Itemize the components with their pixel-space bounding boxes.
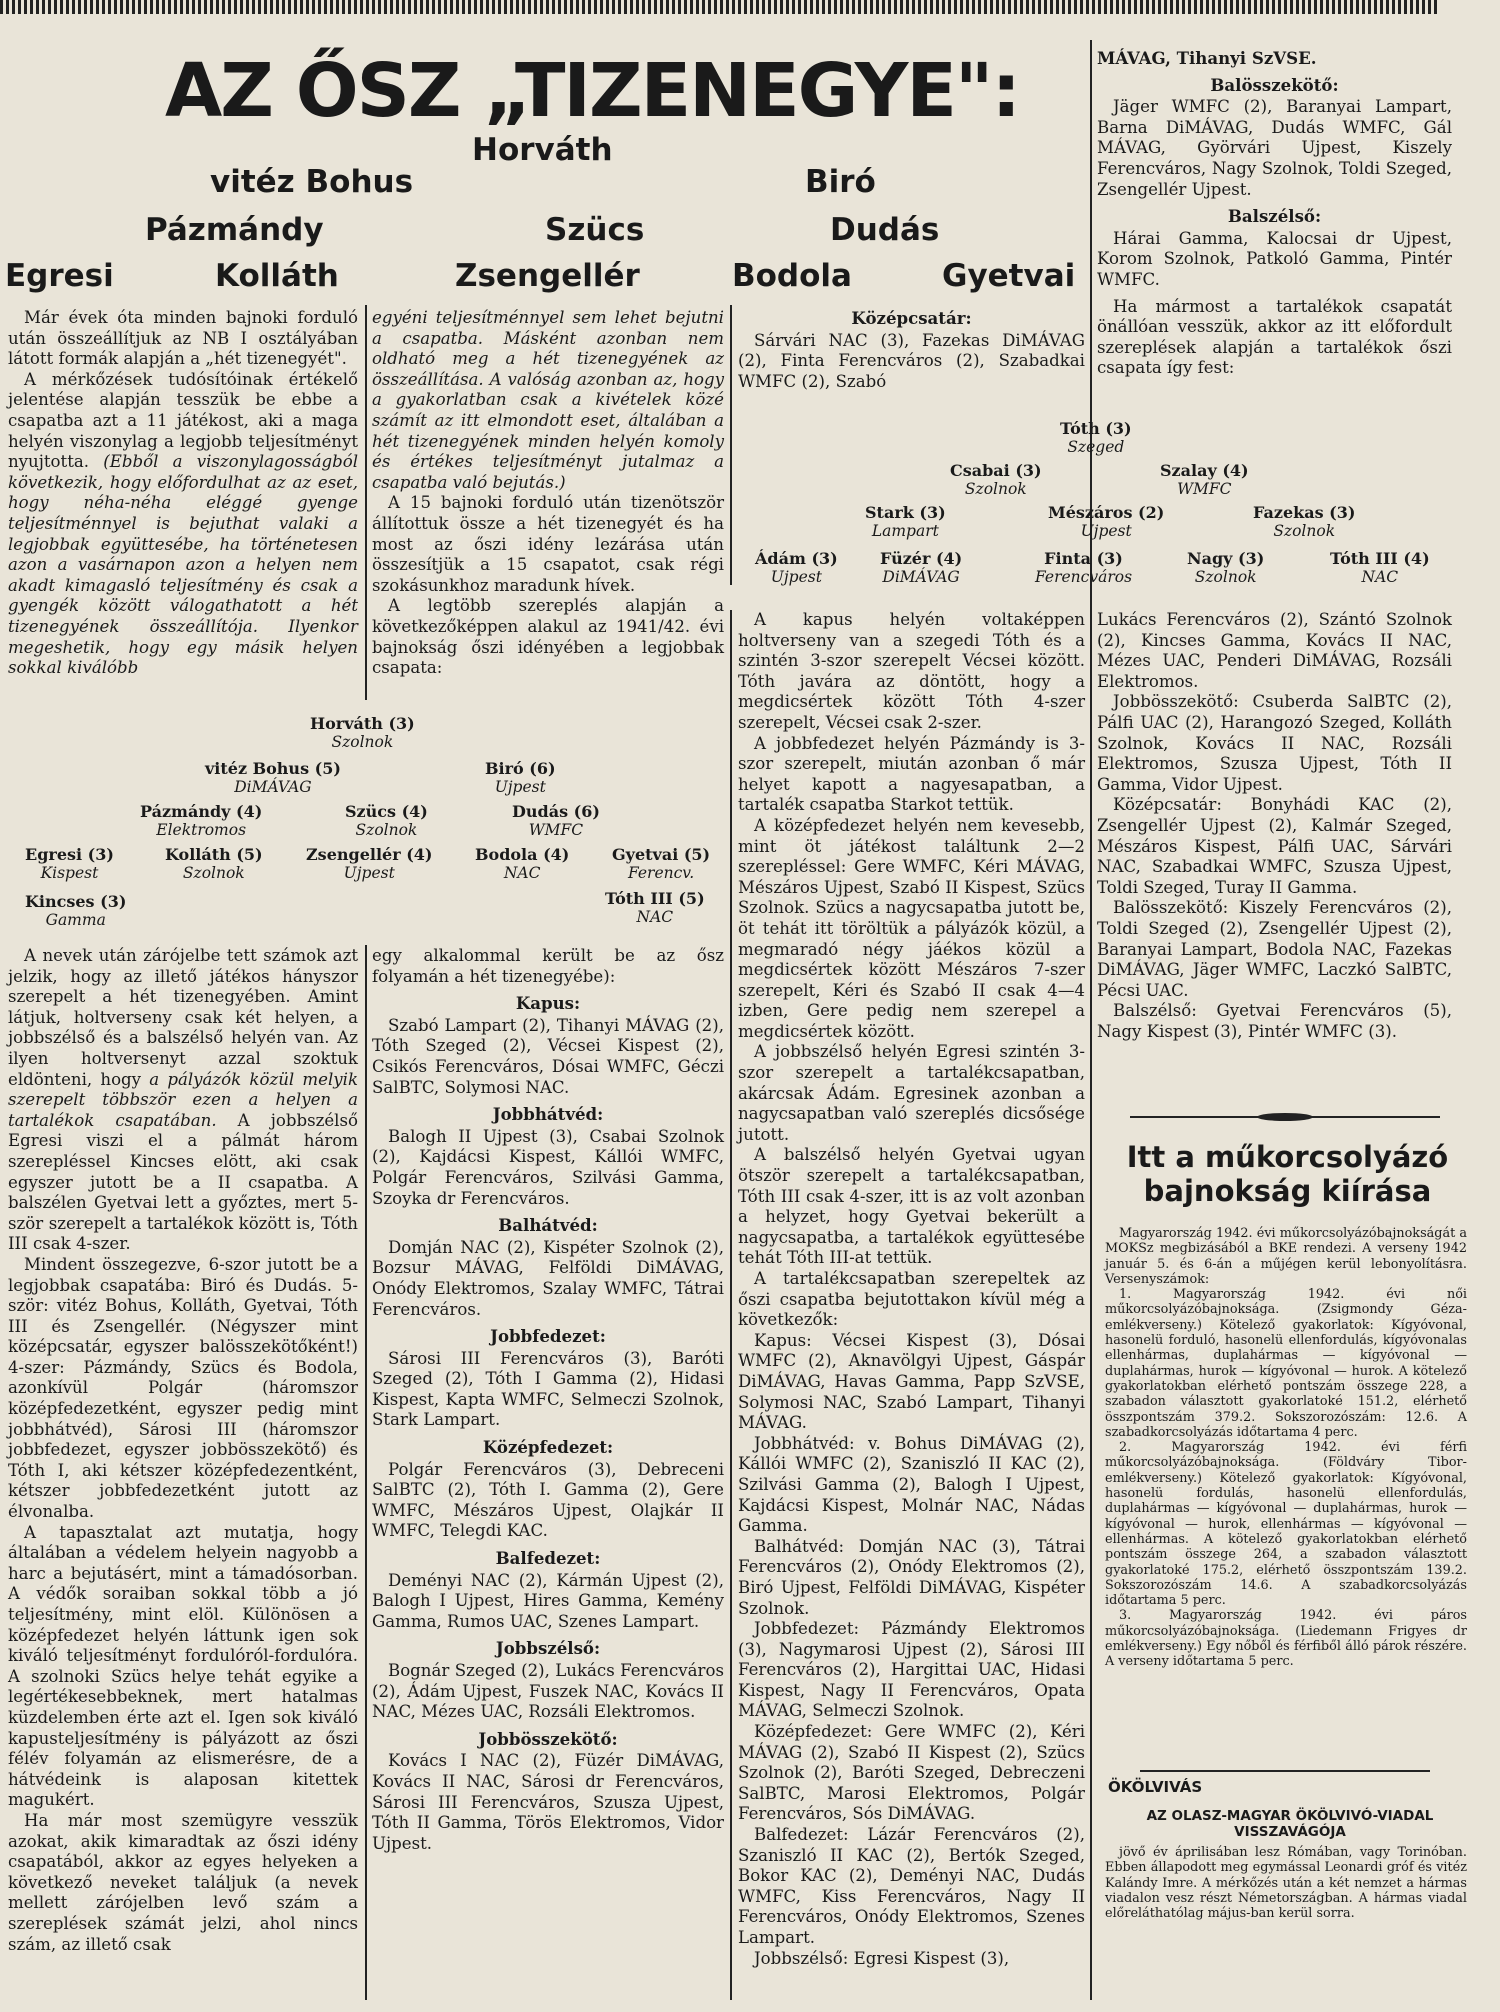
section-heading: Középcsatár: [851,308,972,328]
player-club: Ferencv. [627,864,695,882]
player-club: WMFC [1177,480,1232,498]
player [475,846,569,882]
player [485,760,556,796]
player [1253,504,1355,540]
paragraph: A kapus helyén voltaképpen holtverseny van a szegedi Tóth és a szintén 3-szor szerepelt Vécsei között. Tóth javára az döntött, hogy a megdicsértek között Tóth 4-szer szerepelt, Vécsei csak 2-szer. [738,610,1085,732]
column-rule [730,305,732,585]
lineup-name: Bodola [732,258,852,294]
player-name: Stark (3) [865,503,946,522]
paragraph: A balszélső helyén Gyetvai ugyan ötször szerepelt a tartalékcsapatban, Tóth III csak 4-szer, itt is az volt azonban a helyzet, hogy Gyetvai bekerült a nagycsapatba, a tartalékok együttesébe tehát Tóth III-at tettük. [738,1145,1085,1268]
lineup-name: Kolláth [215,258,339,294]
paragraph: Lukács Ferencváros (2), Szántó Szolnok (2), Kincses Gamma, Kovács II NAC, Mézes UAC, Penderi DiMÁVAG, Rozsáli Elektromos. [1097,610,1452,691]
paragraph: Középcsatár: Bonyhádi KAC (2), Zsengellér Ujpest (2), Kalmár Szeged, Mészáros Kispest, Pálfi UAC, Sárvári NAC, Szabadkai WMFC, Szusza Ujpest, Toldi Szeged, Turay II Gamma. [1097,795,1452,897]
paragraph: Középfedezet: Gere WMFC (2), Kéri MÁVAG (2), Szabó II Kispest (2), Szücs Szolnok (2), Baróti Szeged, Debreczeni SalBTC, Marosi Elektromos, Polgár Ferencváros, Sós DiMÁVAG. [738,1722,1085,1824]
paragraph: A jobbfedezet helyén Pázmándy is 3-szor szerepelt, miután azonban ő már helyet kapott a nagyesapatban, a tartalék csapatba Starkot tettük. [738,733,1085,815]
player-club: Elektromos [156,821,247,839]
lineup-name: Biró [805,164,876,200]
top-border [0,0,1440,14]
player [310,715,415,751]
lineup-name: Egresi [5,258,114,294]
player [1160,462,1249,498]
player-name: Gyetvai (5) [612,845,711,864]
paragraph: Balszélső: Gyetvai Ferencváros (5), Nagy Kispest (3), Pintér WMFC (3). [1097,1001,1452,1041]
paragraph: Jobbszélső: Egresi Kispest (3), [754,1948,1010,1968]
paragraph: Kapus: Vécsei Kispest (3), Dósai WMFC (2), Aknavölgyi Ujpest, Gáspár DiMÁVAG, Havas Gamma, Papp SzVSE, Solymosi NAC, Szabó Lampart, Tihanyi MÁVAG. [738,1330,1085,1433]
paragraph: Jobbfedezet: Pázmándy Elektromos (3), Nagymarosi Ujpest (2), Sárosi III Ferencváros (2), Hargittai UAC, Hidasi Kispest, Nagy II Ferencváros, Opata MÁVAG, Selmeczi Szolnok. [738,1619,1085,1721]
paragraph: Már évek óta minden bajnoki forduló után összeállítjuk az NB I osztályában látott formák alapján a „hét tizenegyét". [8,308,358,369]
paragraph: Magyarország 1942. évi műkorcsolyázóbajnokságát a MOKSz megbizásából a BKE rendezi. A verseny 1942 január 5. és 6-án a műjégen kerül lebonyolításra. Versenyszámok: [1105,1226,1467,1287]
player-club: Ferencváros [1035,568,1133,586]
article-column-4 [1097,610,1452,1042]
skating-article [1105,1226,1467,1670]
section-heading: Balhátvéd: [498,1215,598,1236]
paragraph: Szabó Lampart (2), Tihanyi MÁVAG (2), Tóth Szeged (2), Vécsei Kispest (2), Csikós Ferencváros, Dósai WMFC, Géczi SalBTC, Solymosi NAC. [372,1015,724,1097]
player [605,890,705,926]
player [950,462,1042,498]
text: A mérkőzések tudósítóinak értékelő jelentése alapján tesszük be ebbe a csapatba azt a 11 játékost, aki a maga helyén viszonylag a legjobb teljesítményt nyujtotta. [8,369,358,472]
player [165,846,263,882]
player-club: Ujpest [1080,522,1132,540]
paragraph: Polgár Ferencváros (3), Debreceni SalBTC (2), Tóth I. Gamma (2), Gere WMFC, Mészáros Ujpest, Olajkár II WMFC, Telegdi KAC. [372,1459,724,1541]
lineup-name: Szücs [545,212,645,248]
section-heading: Kapus: [515,993,581,1014]
player-name: Biró (6) [485,759,556,778]
paragraph: Sárvári NAC (3), Fazekas DiMÁVAG (2), Finta Ferencváros (2), Szabadkai WMFC (2), Szabó [738,330,1085,391]
paragraph: Balhátvéd: Domján NAC (3), Tátrai Ferencváros (2), Onódy Elektromos (2), Biró Ujpest, Felföldi DiMÁVAG, Kispéter Szolnok. [738,1536,1085,1618]
article-column-4-top [1097,48,1452,379]
section-heading: Jobbhátvéd: [492,1104,604,1125]
player-club: WMFC [528,821,584,839]
player-name: Horváth (3) [310,714,415,733]
player-name: Bodola (4) [475,845,570,864]
player-club: NAC [503,864,541,882]
paragraph: Ha már most szemügyre vesszük azokat, akik kimaradtak az őszi idény csapatából, akkor az egyes helyeken a következő neveket találjuk (a nevek mellett zárójelben levő szám a szereplések számát jelzi, ahol nincs szám, az illető csak [8,1810,358,1954]
paragraph: A tapasztalat azt mutatja, hogy általában a védelem helyein nagyobb a harc a bejutásért, mint a támadósorban. A védők soraiban sokkal több a jó teljesítmény, mint elöl. Különösen a középfedezet helyén láttunk igen sok kiváló teljesítményt fordulóról-fordulóra. A szolnoki Szücs helye tehát egyike a legértékesebbeknek, mert hatalmas küzdelemben érte azt el. Igen sok kiváló kapusteljesítmény is pályázott az őszi félév folyamán az elismerésre, de a hátvédeink is alaposan kitettek magukért. [8,1522,358,1810]
skating-headline: Itt a műkorcsolyázó bajnokság kiírása [1126,1140,1449,1208]
player [306,846,432,882]
player-club: NAC [636,908,674,926]
player [512,803,600,839]
paragraph: 2. Magyarország 1942. évi férfi műkorcsolyázóbajnoksága. (Földváry Tibor-emlékverseny.) Kötelező gyakorlatok: Kígyóvonal, hasonelü fordulás, hasonelü ellenfordulás, duplahármas — kígyóvonal — duplahármas, hurok — kígyóvonal — hurok, ellenhármas — kígyóvonal — ellenhármas. A kötelező gyakorlatokban elérhető pontszám összege 264, a szabadon választott gyakorlatoké 175.2, elérhető összpontszám 139.2. Sokszorozószám 14.6. A szabadkorcsolyázás időtartama 5 perc. [1105,1440,1467,1609]
text: A nevek után zárójelbe tett számok azt jelzik, hogy az illető játékos hányszor szerepelt a hét tizenegyében. Amint látjuk, holtverseny csak két helyen, a jobbszélső és a balszélső helyén van. Az ilyen holtversenyt azzal szoktuk eldönteni, hogy [8,946,358,1089]
paragraph: Bognár Szeged (2), Lukács Ferencváros (2), Ádám Ujpest, Fuszek NAC, Kovács II NAC, Mézes UAC, Rozsáli Elektromos. [372,1661,724,1722]
ornament-divider [1130,1113,1440,1121]
player-club: DiMÁVAG [234,778,312,796]
boxing-heading: ÖKÖLVIVÁS [1108,1778,1203,1796]
player-name: Finta (3) [1044,549,1123,568]
player-club: Lampart [871,522,939,540]
column-rule [365,945,367,2000]
player-club: Szolnok [1273,522,1336,540]
player-name: Egresi (3) [25,845,114,864]
column-rule [1090,40,1092,2000]
best-team-formation [0,715,730,935]
lineup-name: Pázmándy [145,212,324,248]
italic-text: a pályázók közül melyik szerepelt többször ezen a helyen a tartalékok csapatában. [8,1069,358,1130]
italic-text: (Ebből a viszonylagosságból következik, hogy előfordulhat az az eset, hogy néha-néha eléggé gyenge teljesítménnyel is bejuthat valaki a legjobbak együttesébe, ha történetesen azon a vasárnapon azon a helyen nem akadt kimagasló teljesítmény és csak a gyengék között válogathatott a hét tizenegyének összeállítója. Ilyenkor megeshetik, hogy egy másik helyen sokkal kiválóbb [8,452,358,678]
player-name: Tóth III (5) [605,889,705,908]
paragraph: 3. Magyarország 1942. évi páros műkorcsolyázóbajnoksága. (Liedemann Frigyes dr emlékverseny.) Egy nőből és férfiből álló párok részére. A verseny időtartama 5 perc. [1105,1608,1467,1670]
paragraph: A jobbszélső helyén Egresi szintén 3-szor szerepelt a tartalékcsapatban, akárcsak Ádám. Egresinek azonban a nagycsapatban való szereplés dicsősége jutott. [738,1042,1085,1144]
player-club: Kispest [40,864,99,882]
player-club: Szolnok [182,864,245,882]
paragraph: Balfedezet: Lázár Ferencváros (2), Szaniszló II KAC (2), Bertók Szeged, Bokor KAC (2), Deményi NAC, Dudás WMFC, Kiss Ferencváros, Nagy II Ferencváros, Onódy Elektromos, Szenes Lampart. [738,1825,1085,1947]
boxing-subheading: AZ OLASZ-MAGYAR ÖKÖLVIVÓ-VIADAL VISSZAVÁGÓJA [1146,1808,1434,1840]
paragraph: egy alkalommal került be az ősz folyamán a hét tizenegyébe): [372,946,724,986]
player-name: Kincses (3) [25,892,127,911]
paragraph: Jobbhátvéd: v. Bohus DiMÁVAG (2), Kállói WMFC (2), Szaniszló II KAC (2), Szilvási Gamma (2), Balogh I Ujpest, Kajdácsi Kispest, Molnár NAC, Nádas Gamma. [738,1433,1085,1536]
reserve-team-formation [740,420,1460,600]
paragraph: MÁVAG, Tihanyi SzVSE. [1097,48,1317,68]
paragraph: Jäger WMFC (2), Baranyai Lampart, Barna DiMÁVAG, Dudás WMFC, Gál MÁVAG, Györvári Ujpest, Kiszely Ferencváros, Nagy Szolnok, Toldi Szeged, Zsengellér Ujpest. [1097,97,1452,199]
lineup-name: Horváth [472,132,613,168]
paragraph: Deményi NAC (2), Kármán Ujpest (2), Balogh I Ujpest, Hires Gamma, Kemény Gamma, Rumos UAC, Szenes Lampart. [372,1570,724,1631]
player-club: Szeged [1067,438,1125,456]
player [1187,550,1264,586]
section-heading: Jobbösszekötő: [478,1728,618,1749]
article-column-3 [738,610,1085,1969]
player [1060,420,1132,456]
article-column-1-continued [8,946,358,1955]
paragraph: Balösszekötő: Kiszely Ferencváros (2), Toldi Szeged (2), Zsengellér Ujpest (2), Baranyai Lampart, Bodola NAC, Fazekas DiMÁVAG, Jäger WMFC, Laczkó SalBTC, Pécsi UAC. [1097,898,1452,1000]
player-club: NAC [1361,568,1399,586]
player-club: Szolnok [355,821,418,839]
player-name: Dudás (6) [512,802,600,821]
player-name: vitéz Bohus (5) [205,759,341,778]
player-name: Pázmándy (4) [140,802,263,821]
paragraph: Hárai Gamma, Kalocsai dr Ujpest, Korom Szolnok, Patkoló Gamma, Pintér WMFC. [1097,228,1452,289]
column-rule [730,610,732,2000]
player-name: Nagy (3) [1187,549,1265,568]
section-heading: Jobbfedezet: [490,1326,606,1347]
player [755,550,838,586]
section-heading: Balszélső: [1227,206,1322,227]
text: A jobbszélső Egresi viszi el a pálmát három szerepléssel Kincses elött, aki csak egyszer jutott be a II csapatba. A balszélen Gyetvai lett a győztes, mert 5-ször szerepelt a tartalékok között is, Tóth III csak 4-szer. [8,1110,358,1254]
paragraph: A 15 bajnoki forduló után tizenötször állítottuk össze a hét tizenegyét és ha most az őszi idény lezárása után összesítjük a 15 csapatot, csak régi szokásunkhoz maradunk hívek. [372,493,724,595]
player-name: Ádám (3) [755,549,838,568]
paragraph: A tartalékcsapatban szerepeltek az őszi csapatba bejutottakon kívül még a következők: [738,1269,1085,1330]
player [25,893,126,929]
player [25,846,114,882]
paragraph: egyéni teljesítménnyel sem lehet bejutni a csapatba. Másként azonban nem oldható meg a hét tizenegyének az összeállítása. A valóság azonban az, hogy a gyakorlatban csak a kivételek közé számít az itt elmondott eset, általában a hét tizenegyének minden helyén komoly és értékes teljesítményt jutalmaz a csapatba való bejutás.) [372,308,724,492]
player [880,550,962,586]
player-name: Szücs (4) [345,802,428,821]
boxing-article [1105,1845,1467,1921]
section-divider [1140,1770,1430,1772]
player [140,803,262,839]
paragraph: Ha mármost a tartalékok csapatát önállóan vesszük, akkor az itt előfordult szereplések alapján a tartalékok őszi csapata így fest: [1097,296,1452,378]
player-name: Füzér (4) [880,549,963,568]
player-club: Ujpest [770,568,822,586]
page-headline: AZ ŐSZ „TIZENEGYE": [165,48,1020,134]
player [345,803,428,839]
section-heading: Balfedezet: [495,1548,601,1569]
player-name: Zsengellér (4) [306,845,433,864]
paragraph: Kovács I NAC (2), Füzér DiMÁVAG, Kovács II NAC, Sárosi dr Ferencváros, Sárosi III Ferencváros, Szusza Ujpest, Tóth II Gamma, Törös Elektromos, Vidor Ujpest. [372,1751,724,1853]
paragraph: A legtöbb szereplés alapján a következőképpen alakul az 1941/42. évi bajnokság őszi idényében a legjobbak csapata: [372,596,724,678]
section-heading: Balösszekötő: [1210,74,1339,95]
paragraph: jövő év áprilisában lesz Rómában, vagy Torinóban. Ebben állapodott meg egymással Leonardi gróf és vitéz Kalándy Imre. A mérkőzés után a két nemzet a hármas viadalon vesz részt Németországban. A hármas viadal előreláthatólag május-ban kerül sorra. [1105,1845,1467,1922]
paragraph: A középfedezet helyén nem kevesebb, mint öt játékost találtunk 2—2 szerepléssel: Gere WMFC, Kéri MÁVAG, Mészáros Ujpest, Szabó II Kispest, Szücs Szolnok. Szücs a nagycsapatba jutott be, öt tehát itt töröltük a pályázók közül, a megmaradó négy jáékos közül a megdicsértek között Mészáros 7-szer szerepelt, Kéri és Szabó II csak 4—4 izben, Gere pedig nem szerepel a megdicsértek között. [738,815,1085,1041]
paragraph: Sárosi III Ferencváros (3), Baróti Szeged (2), Tóth I Gamma (2), Hidasi Kispest, Kapta WMFC, Selmeczi Szolnok, Stark Lampart. [372,1348,724,1430]
article-column-2 [372,308,724,679]
lineup-name: Dudás [830,212,940,248]
paragraph [8,946,358,1255]
player-name: Tóth III (4) [1330,549,1430,568]
player [1035,550,1132,586]
paragraph [8,370,358,679]
player-name: Fazekas (3) [1253,503,1356,522]
player-name: Kolláth (5) [165,845,263,864]
player-name: Tóth (3) [1060,419,1132,438]
paragraph: Balogh II Ujpest (3), Csabai Szolnok (2), Kajdácsi Kispest, Kállói WMFC, Polgár Ferencváros, Szilvási Gamma, Szoyka dr Ferencváros. [372,1126,724,1208]
player [1330,550,1430,586]
lineup-name: Zsengellér [455,258,640,294]
article-column-1 [8,308,358,679]
player-club: Szolnok [1194,568,1257,586]
article-column-2-continued [372,946,724,1854]
player [1048,504,1164,540]
article-column-3-top [738,308,1085,392]
player [612,846,710,882]
paragraph: Mindent összegezve, 6-szor jutott be a legjobbak csapatába: Biró és Dudás. 5-ször: vitéz Bohus, Kolláth, Gyetvai, Tóth III és Zsengellér. (Négyszer mint középcsatár, egyszer balösszekötőként!) 4-szer: Pázmándy, Szücs és Bodola, azonkívül Polgár (háromszor középfedezetként, egyszer pedig mint jobbhátvéd), Sárosi III (háromszor jobbfedezet, egyszer jobbösszekötő) és Tóth I, aki kétszer középfedezentként, kétszer jobbfedezetként jutott az élvonalba. [8,1254,358,1522]
player-name: Mészáros (2) [1048,503,1165,522]
section-heading: Középfedezet: [482,1437,614,1458]
player-club: Ujpest [343,864,395,882]
player-name: Csabai (3) [950,461,1042,480]
player-club: Szolnok [331,733,394,751]
player-club: Ujpest [494,778,546,796]
paragraph: Jobbösszekötő: Csuberda SalBTC (2), Pálfi UAC (2), Harangozó Szeged, Kolláth Szolnok, Kovács II NAC, Rozsáli Elektromos, Szusza Ujpest, Tóth II Gamma, Vidor Ujpest. [1097,692,1452,794]
player-club: Szolnok [964,480,1027,498]
player-name: Szalay (4) [1160,461,1249,480]
paragraph: 1. Magyarország 1942. évi női műkorcsolyázóbajnoksága. (Zsigmondy Géza-emlékverseny.) Kötelező gyakorlatok: Kígyóvonal, hasonelü forduló, hasonelü ellenfordulás, kígyóvonalas ellenhármas, duplahármas — kígyóvonal — duplahármas, hurok — kígyóvonal — hurok. A kötelező gyakorlatokban elérhető pontszám összege 228, a szabadon választott gyakorlatoké 151.2, elérhető összpontszám 379.2. Sokszorozószám: 12.6. A szabadkorcsolyázás időtartama 4 perc. [1105,1287,1467,1440]
lineup-name: Gyetvai [942,258,1076,294]
player [865,504,946,540]
lineup-name: vitéz Bohus [210,164,414,200]
section-heading: Jobbszélső: [495,1638,601,1659]
paragraph: Domján NAC (2), Kispéter Szolnok (2), Bozsur MÁVAG, Felföldi DiMÁVAG, Onódy Elektromos, Szalay WMFC, Tátrai Ferencváros. [372,1237,724,1319]
player-club: Gamma [45,911,106,929]
column-rule [365,305,367,700]
player-club: DiMÁVAG [882,568,960,586]
player [205,760,341,796]
